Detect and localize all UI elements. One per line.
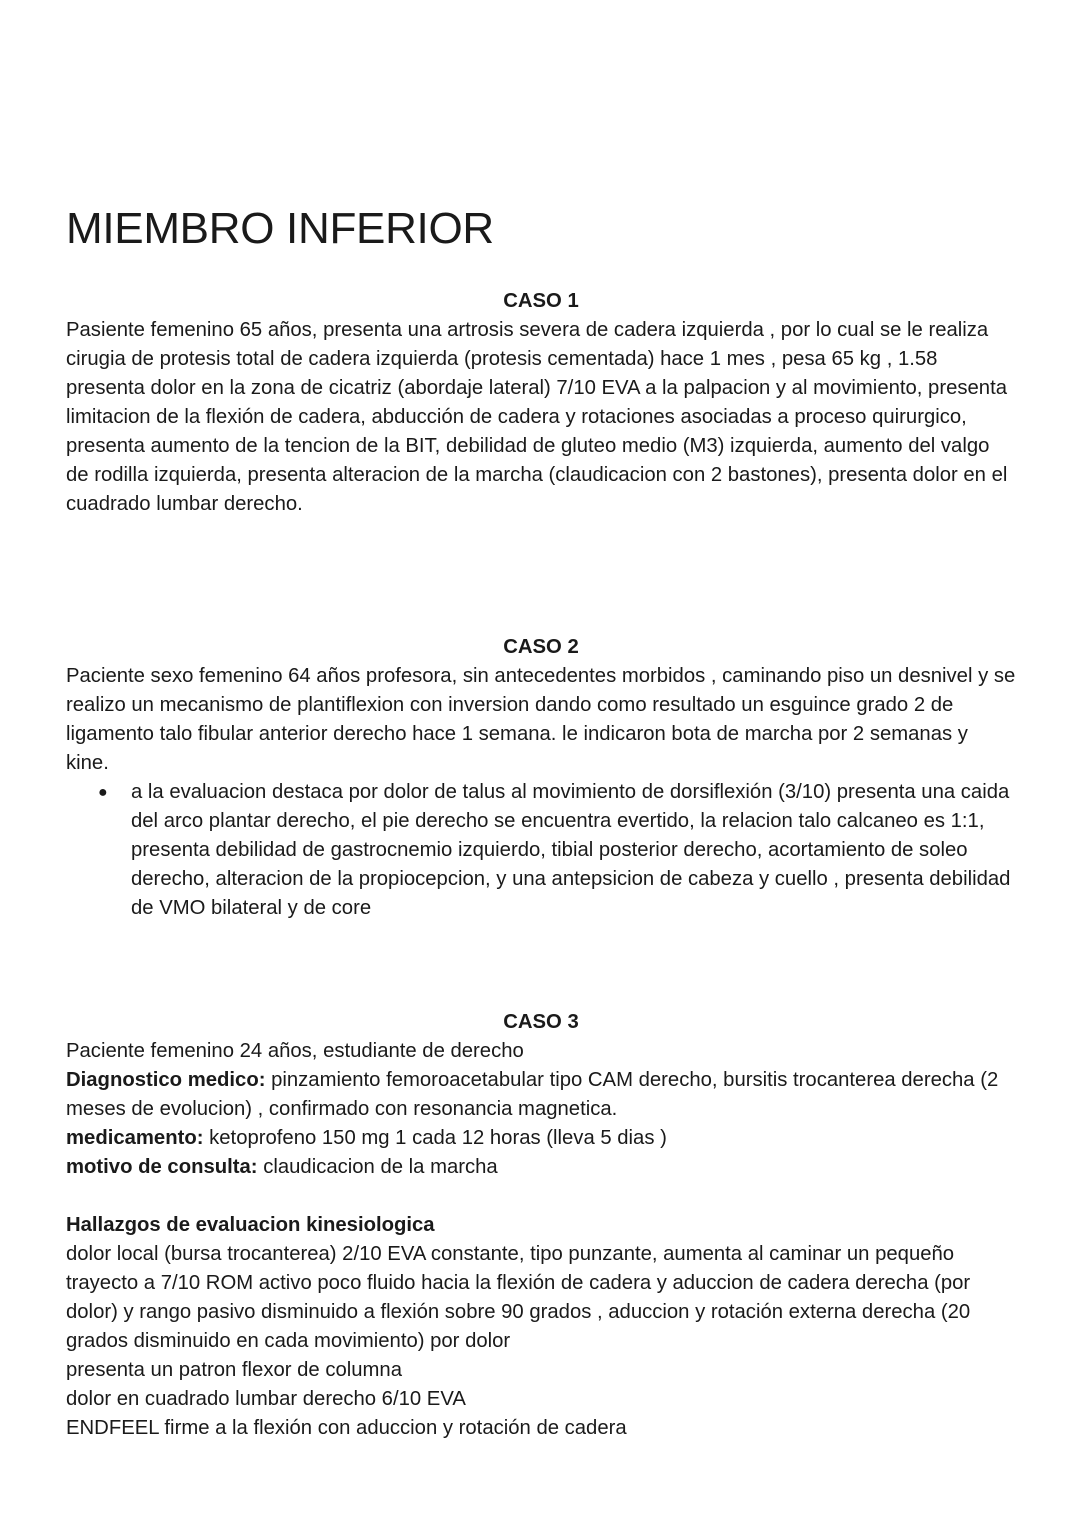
field-value: claudicacion de la marcha xyxy=(257,1156,498,1178)
field-label: medicamento: xyxy=(66,1127,204,1149)
case-1-section xyxy=(66,287,1016,519)
spacer xyxy=(66,1182,1016,1211)
case-3-hallazgos-heading xyxy=(66,1211,1016,1240)
field-label: Diagnostico medico: xyxy=(66,1069,266,1091)
case-3-section xyxy=(66,1008,1016,1443)
case-3-intro: Paciente femenino 24 años, estudiante de derecho xyxy=(66,1040,524,1062)
case-3-field-diagnostico xyxy=(66,1066,1016,1124)
list-item-text: a la evaluacion destaca por dolor de talus al movimiento de dorsiflexión (3/10) presenta una caida del arco plantar derecho, el pie derecho se encuentra evertido, la relacion talo calcaneo es 1:1, presenta debilidad de gastrocnemio izquierdo, tibial posterior derecho, acortamiento de soleo derecho, alteracion de la propiocepcion, y una antepsicion de cabeza y cuello , presenta debilidad de VMO bilateral y de core xyxy=(131,781,1011,919)
case-3-hallazgo: presenta un patron flexor de columna xyxy=(66,1359,402,1381)
case-3-field-medicamento xyxy=(66,1124,1016,1153)
case-3-hallazgo: dolor en cuadrado lumbar derecho 6/10 EVA xyxy=(66,1388,466,1410)
case-3-hallazgo: dolor local (bursa trocanterea) 2/10 EVA constante, tipo punzante, aumenta al caminar un pequeño trayecto a 7/10 ROM activo poco fluido hacia la flexión de cadera y aduccion de cadera derecha (por dolor) y rango pasivo disminuido a flexión sobre 90 grados , aduccion y rotación externa derecha (20 grados disminuido en cada movimiento) por dolor xyxy=(66,1243,971,1352)
case-2-paragraph: Paciente sexo femenino 64 años profesora, sin antecedentes morbidos , caminando piso un desnivel y se realizo un mecanismo de plantiflexion con inversion dando como resultado un esguince grado 2 de ligamento talo fibular anterior derecho hace 1 semana. le indicaron bota de marcha por 2 semanas y kine. xyxy=(66,665,1016,774)
case-2-findings-list xyxy=(66,778,1016,923)
list-item xyxy=(98,778,1016,923)
case-3-hallazgo: ENDFEEL firme a la flexión con aduccion y rotación de cadera xyxy=(66,1417,627,1439)
document-title: MIEMBRO INFERIOR xyxy=(66,204,494,253)
case-3-field-motivo xyxy=(66,1153,1016,1182)
field-label: motivo de consulta: xyxy=(66,1156,258,1178)
case-3-heading: CASO 3 xyxy=(503,1011,579,1033)
case-1-paragraph: Pasiente femenino 65 años, presenta una artrosis severa de cadera izquierda , por lo cual se le realiza cirugia de protesis total de cadera izquierda (protesis cementada) hace 1 mes , pesa 65 kg , 1.58 xyxy=(66,319,989,370)
case-1-paragraph: presenta dolor en la zona de cicatriz (abordaje lateral) 7/10 EVA a la palpacion y al movimiento, presenta limitacion de la flexión de cadera, abducción de cadera y rotaciones asociadas a proceso quirurgico, presenta aumento de la tencion de la BIT, debilidad de gluteo medio (M3) izquierda, aumento del valgo de rodilla izquierda, presenta alteracion de la marcha (claudicacion con 2 bastones), presenta dolor en el cuadrado lumbar derecho. xyxy=(66,377,1008,515)
field-value: ketoprofeno 150 mg 1 cada 12 horas (lleva 5 dias ) xyxy=(203,1127,667,1149)
field-value: pinzamiento femoroacetabular tipo CAM derecho, bursitis trocanterea derecha (2 meses de evolucion) , confirmado con resonancia magnetica. xyxy=(66,1069,999,1120)
case-2-heading: CASO 2 xyxy=(503,636,579,658)
bullet-icon: ● xyxy=(98,784,108,801)
hallazgos-heading-text: Hallazgos de evaluacion kinesiologica xyxy=(66,1214,435,1236)
case-1-heading: CASO 1 xyxy=(503,290,579,312)
case-2-section xyxy=(66,633,1016,923)
